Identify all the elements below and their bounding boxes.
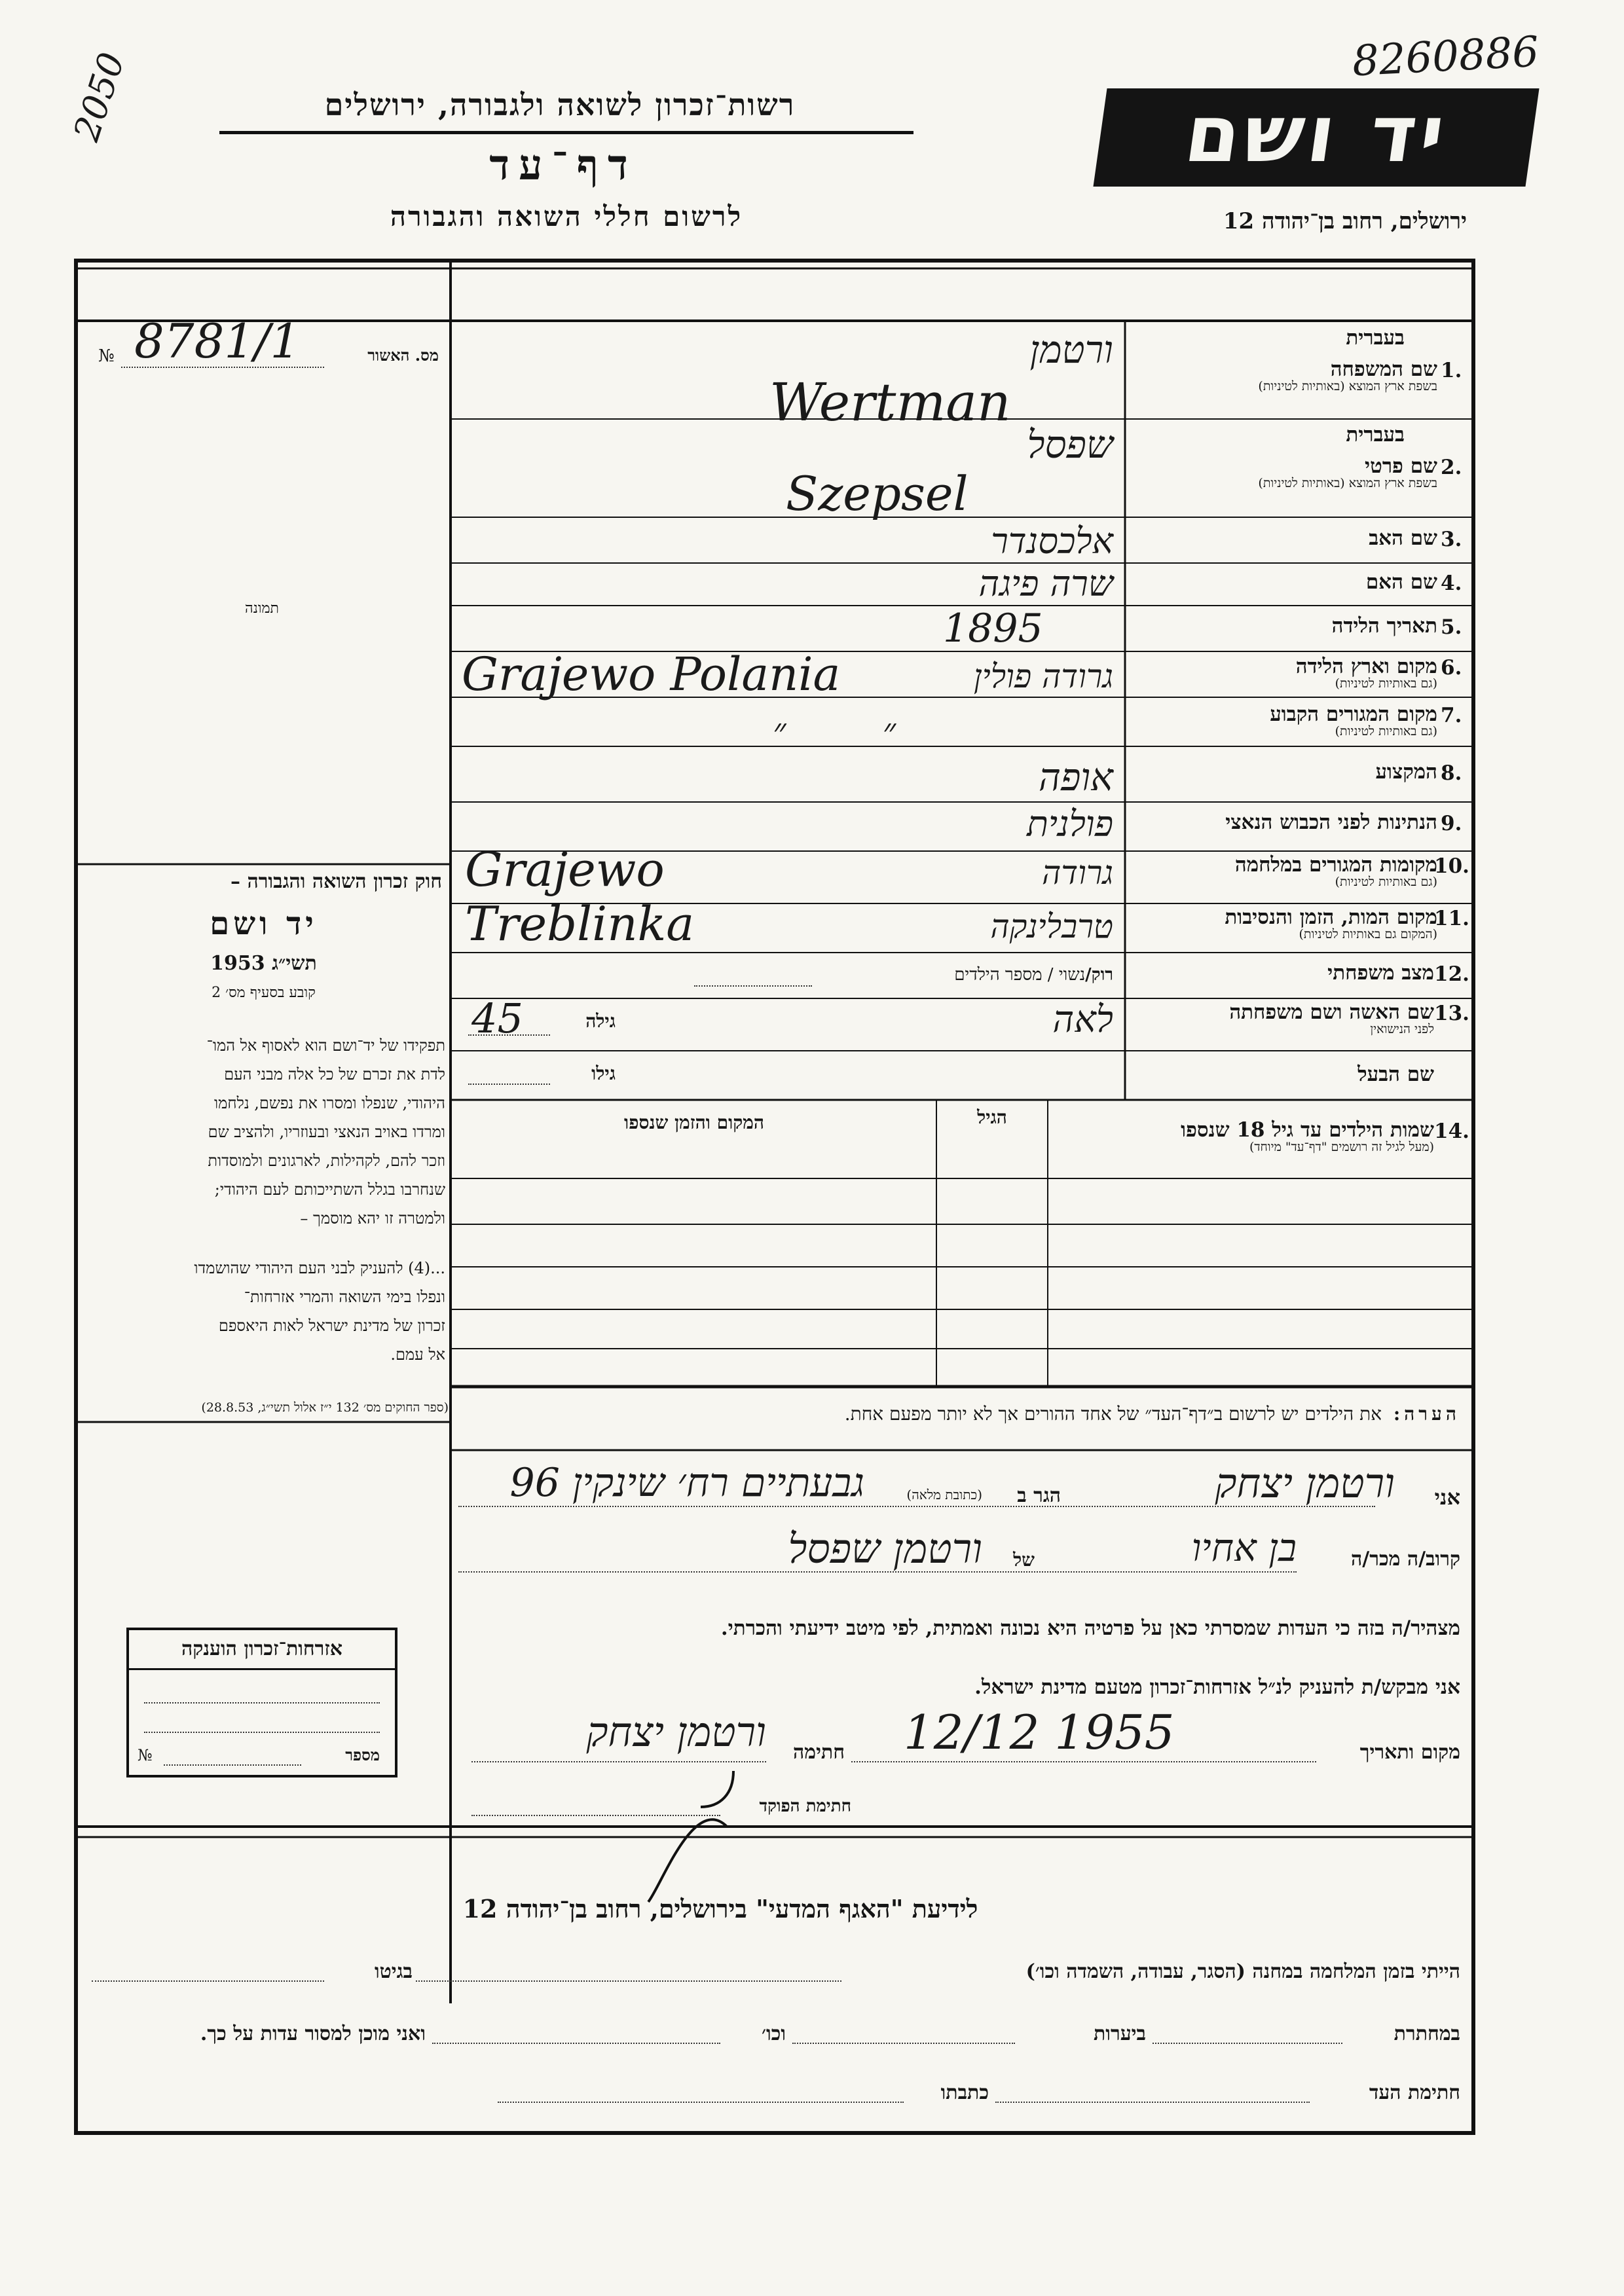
cert-label: מס. האשור — [367, 346, 439, 365]
field-4-label: שם האם — [1365, 570, 1437, 594]
husband-label: שם הבעל — [1357, 1063, 1434, 1086]
field-4-num: 4. — [1441, 572, 1462, 595]
field-8-label: המקצוע — [1375, 760, 1437, 784]
field-3-num: 3. — [1441, 528, 1462, 551]
decl-of: של — [1013, 1549, 1035, 1571]
law-title: חוק זכרון השואה והגבורה – — [231, 870, 442, 893]
photo-label: תמונה — [245, 600, 279, 617]
law-line-4: ומרדו באויב הנאצי ובעוזריו, ולהציב שם — [208, 1123, 445, 1141]
footer-line1-start: הייתי בזמן המלחמה במחנה (הסגר, עבודה, השמדה וכו׳) — [1025, 1960, 1460, 1983]
surname-latin: Wertman — [769, 372, 1011, 433]
footer-line1-dots-2 — [92, 1980, 324, 1982]
decl-ani: אני — [1434, 1485, 1460, 1510]
field-12-num: 12. — [1434, 962, 1469, 986]
form-title: דף־עד — [489, 141, 637, 190]
relation: בן אחיו — [1191, 1525, 1297, 1570]
note-text: הערה: את הילדים יש לרשום ב״דף־העד״ של אחד ההורים אך לא יותר מפעם אחת. — [844, 1403, 1460, 1425]
file-number: 8260886 — [1351, 27, 1540, 86]
cert-no-sign: № — [98, 346, 115, 366]
footer-line1-end: בגיטו — [374, 1960, 413, 1983]
citizenship-no-sign: № — [138, 1746, 153, 1764]
field-8-num: 8. — [1441, 761, 1462, 785]
law-line-5: וזכר להם, לקהילות, לארגונים ולמוסדות — [208, 1152, 445, 1170]
footer-line2-dots-1 — [1153, 2043, 1342, 2044]
citizenship-title: אזרחות־זכרון הוענקה — [181, 1637, 343, 1660]
field-9-num: 9. — [1441, 812, 1462, 835]
footer-line3-start: חתימת העד — [1369, 2081, 1460, 2104]
footer-line3-dots-2 — [498, 2102, 904, 2103]
field-2-num: 2. — [1441, 456, 1462, 479]
field-10-label: מקומות המגורים במלחמה (גם באותיות לטיניות) — [1234, 853, 1437, 889]
field-5-num: 5. — [1441, 615, 1462, 639]
citizenship-line-1 — [144, 1702, 380, 1704]
field-13-label: שם האשה ושם משפחתה לפני הנישואין — [1229, 1000, 1434, 1036]
law-name: יד ושם — [210, 905, 318, 942]
nationality: פולנית — [1026, 803, 1113, 845]
field-6-num: 6. — [1441, 656, 1462, 680]
husband-age-label: גילו — [591, 1063, 616, 1084]
law-line-7: ולמטרה זו יהא מוסמך – — [300, 1209, 445, 1228]
field-12-label: מצב משפחתי — [1327, 961, 1434, 985]
law-year: תשי״ג 1953 — [210, 952, 317, 975]
surname-hebrew: ורטמן — [1029, 327, 1113, 372]
footer-line2-start: במחתרת — [1393, 2022, 1460, 2045]
signature-label: חתימה — [793, 1741, 845, 1764]
law-line-11: אל עמם. — [390, 1345, 445, 1364]
archive-number: 2050 — [65, 47, 133, 146]
footer-title: לידיעת "האגף המדעי" בירושלים, רחוב בן־יהודה 12 — [462, 1894, 978, 1923]
birth-date: 1895 — [943, 606, 1043, 651]
law-line-1: תפקידו של יד־ושם הוא לאסוף אל המו־ — [206, 1036, 445, 1055]
field-1-num: 1. — [1441, 359, 1462, 382]
field-9-label: הנתינות לפני הכבוש הנאצי — [1225, 811, 1437, 834]
residence-ditto: ״ ״ — [773, 710, 896, 752]
profession: אופה — [1038, 755, 1113, 799]
footer-line3-dots-1 — [995, 2102, 1310, 2103]
hebrew-tag-2: בעברית — [1346, 423, 1405, 446]
field-13-num: 13. — [1434, 1002, 1469, 1025]
field-6-label: מקום וארץ הלידה (גם באותיות לטיניות) — [1295, 655, 1437, 691]
witness-signature: ורטמן יצחק — [586, 1708, 766, 1756]
witness-address: גבעתיים רח׳ שינקין 96 — [509, 1460, 864, 1506]
field-3-label: שם האב — [1369, 526, 1437, 550]
law-line-3: היהודי, שנפלו ומסרו את נפשם, נלחמו — [214, 1094, 445, 1112]
law-line-9: ונפלו בימי השואה והמרי אזרחות־ — [244, 1288, 445, 1306]
field-1-label: שם המשפחה בשפת ארץ המוצא (באותיות לטיניות) — [1258, 357, 1437, 393]
footer-line2-dots-3 — [432, 2043, 720, 2044]
children-count-line — [694, 985, 812, 987]
place-date-line — [851, 1761, 1316, 1762]
firstname-latin: Szepsel — [786, 466, 969, 521]
field-5-label: תאריך הלידה — [1331, 614, 1437, 638]
footer-line2-mid2: וכו׳ — [762, 2022, 786, 2045]
wife-age-label: גילה — [585, 1010, 616, 1032]
signature-line — [471, 1761, 766, 1762]
law-line-8: ...(4) להעניק לבני העם היהודי שהושמדו — [194, 1259, 445, 1277]
witness-name: ורטמן יצחק — [1215, 1459, 1395, 1507]
officer-label: חתימת הפוקד — [759, 1796, 851, 1816]
children-place-col: המקום והזמן שנספו — [624, 1112, 764, 1133]
address-line — [458, 1506, 1375, 1507]
decl-address-hint: (כתובת מלאה) — [906, 1487, 982, 1503]
footer-line2-dots-2 — [792, 2043, 1015, 2044]
form-subtitle: לרשום חללי השואה והגבורה — [390, 200, 743, 232]
field-10-num: 10. — [1434, 854, 1469, 878]
field-11-label: מקום המות, הזמן והנסיבות (המקום גם באותיות לטיניות) — [1225, 905, 1437, 941]
field-7-num: 7. — [1441, 704, 1462, 727]
field-7-label: מקום המגורים הקבוע (גם באותיות לטיניות) — [1270, 702, 1437, 738]
address: ירושלים, רחוב בן־יהודה 12 — [1223, 208, 1467, 234]
relative-line — [458, 1571, 1297, 1573]
marital-status-text: רוק/נשוי / מספר הילדים — [954, 965, 1113, 985]
birthplace-hebrew: גרודה פולין — [973, 657, 1113, 695]
cert-line — [121, 367, 324, 368]
field-11-num: 11. — [1434, 907, 1469, 930]
footer-line2-end: ואני מוכן למסור עדות על כך. — [200, 2022, 426, 2045]
citizenship-number-label: מספר — [345, 1745, 380, 1764]
field-2-label: שם פרטי בשפת ארץ המוצא (באותיות לטיניות) — [1258, 454, 1437, 490]
victim-name: ורטמן שפסל — [788, 1525, 982, 1573]
citizenship-title-rule — [128, 1668, 396, 1670]
cert-number: 8781/1 — [134, 314, 301, 369]
decl-relative: קרוב/ה מכר/ה — [1351, 1548, 1460, 1571]
decl-statement: מצהיר/ה בזה כי העדות שמסרתי כאן על פרטיה היא נכונה ואמתית, לפי מיטב ידיעתי והכרתי. — [720, 1616, 1460, 1640]
citizenship-line-2 — [144, 1732, 380, 1733]
father-name: אלכסנדר — [991, 520, 1113, 562]
field-14-label: שמות הילדים עד גיל 18 שנספו (מעל לגיל זה רושמים "דף־עד" מיוחד) — [1181, 1118, 1434, 1154]
header-underline — [219, 131, 913, 134]
declaration-date: 12/12 1955 — [904, 1705, 1175, 1760]
wife-age: 45 — [471, 994, 523, 1042]
hebrew-tag-1: בעברית — [1346, 326, 1405, 350]
officer-line — [471, 1815, 720, 1816]
footer-line1-dots — [416, 1980, 841, 1982]
footer-line2-mid1: ביערות — [1093, 2022, 1146, 2045]
yad-vashem-logo: יד ושם — [1093, 88, 1539, 187]
citizenship-number-line — [164, 1764, 301, 1766]
law-source: (ספר החוקים מס׳ 132 י״ז אלול תשי״ג, 28.8.53) — [201, 1400, 449, 1415]
law-line-2: לדת את זכרם של כל אלה מבני העם — [224, 1065, 445, 1084]
death-place-latin: Treblinka — [465, 896, 695, 951]
wartime-residence-latin: Grajewo — [465, 842, 665, 897]
place-date-label: מקום ותאריך — [1359, 1741, 1460, 1764]
authority-name: רשות־זכרון לשואה ולגבורה, ירושלים — [324, 87, 796, 122]
birthplace-latin: Grajewo Polania — [462, 647, 841, 701]
wife-age-line — [468, 1034, 550, 1036]
children-age-col: הגיל — [977, 1106, 1007, 1128]
mother-name: שרה פיגה — [978, 563, 1113, 604]
field-14-num: 14. — [1434, 1120, 1469, 1143]
wartime-residence-hebrew: גרודה — [1042, 854, 1113, 892]
decl-resides: הגר ב — [1017, 1484, 1061, 1507]
law-line-10: זכרון של מדינת ישראל לאות היאספם — [218, 1317, 445, 1335]
decl-request: אני מבקש/ת להעניק לנ״ל אזרחות־זכרון מטעם מדינת ישראל. — [974, 1675, 1460, 1699]
law-clause: קובע בסעיף מס׳ 2 — [212, 985, 316, 1001]
law-line-6: שנחרבו בגלל השתייכותם לעם היהודי; — [214, 1180, 445, 1199]
wife-name: לאה — [1052, 998, 1113, 1041]
footer-line3-mid: כתבתו — [940, 2081, 989, 2104]
firstname-hebrew: שפסל — [1027, 422, 1113, 467]
death-place-hebrew: טרבלינקה — [990, 907, 1113, 945]
husband-age-line — [468, 1084, 550, 1085]
